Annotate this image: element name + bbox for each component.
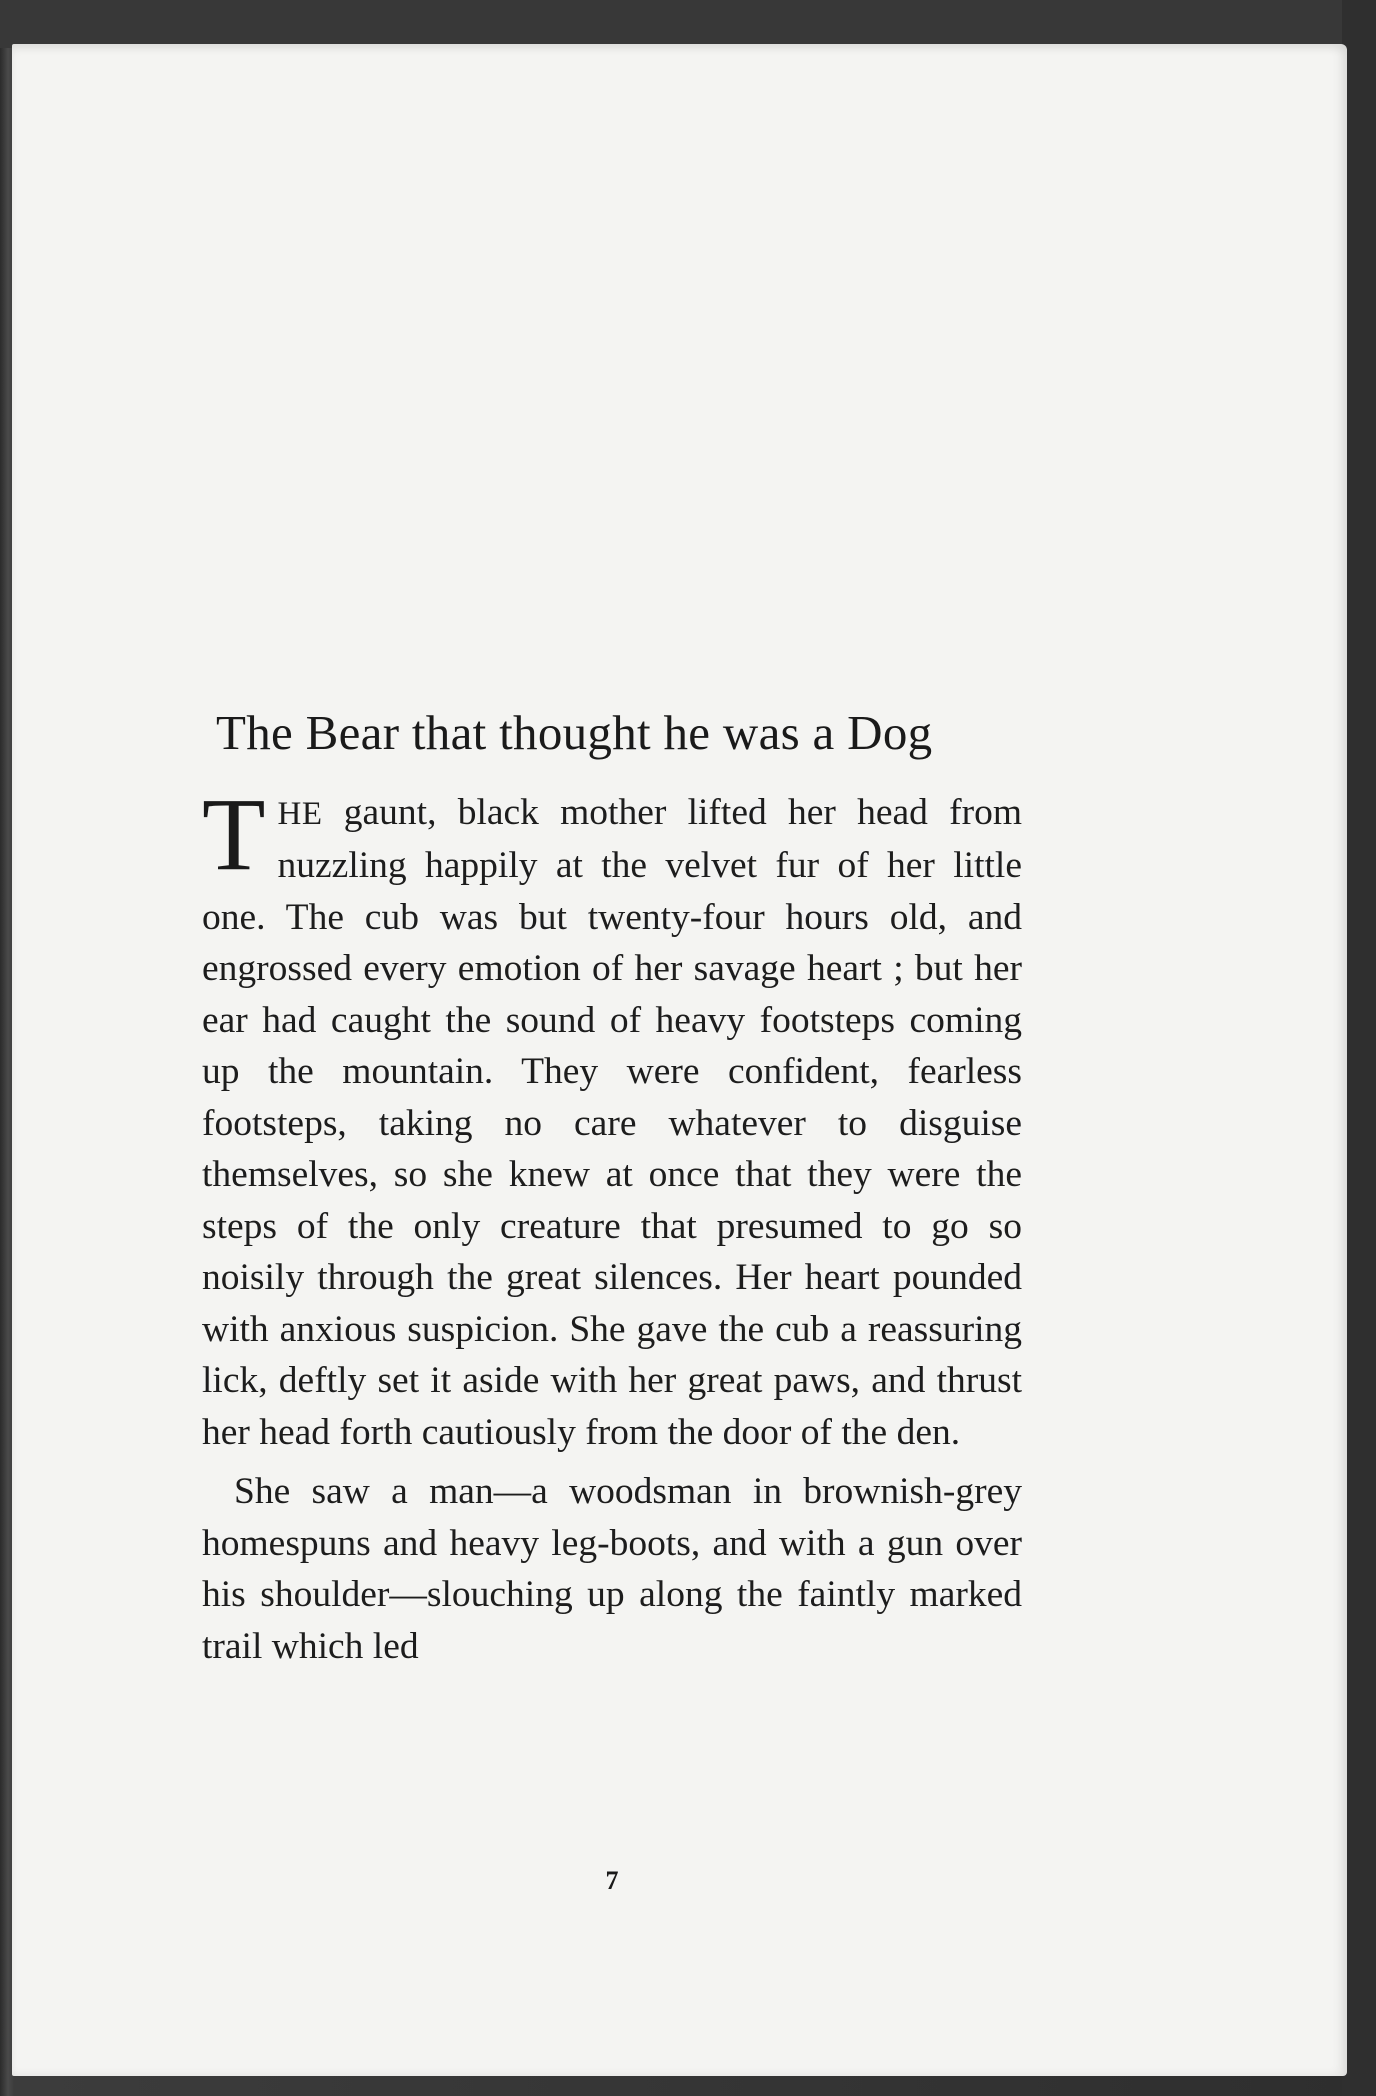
lead-in-small-caps: HE — [277, 795, 323, 832]
book-page — [12, 44, 1347, 2076]
scan-right-edge — [1342, 0, 1376, 2096]
drop-cap: T — [202, 776, 266, 892]
chapter-title: The Bear that thought he was a Dog — [216, 705, 933, 760]
paragraph-1-body: gaunt, black mother lifted her head from nuzzling happily at the velvet fur of her little one. The cub was but twenty-four hours old, and engrossed every emotion of her savage heart ; but her ear had caught the sound of heavy footsteps coming up the mountain. They were confident, fearless footsteps, taking no care whatever to disguise themselves, so she knew at once that they were the steps of the only creature that presumed to go so noisily through the great silences. Her heart pounded with anxious suspicion. She gave the cub a reassuring lick, deftly set it aside with her great paws, and thrust her head forth cautiously from the door of the den. — [202, 791, 1022, 1453]
page-number: 7 — [605, 1866, 619, 1895]
paragraph-2: She saw a man—a woodsman in brownish-grey homespuns and heavy leg-boots, and with a gun over his shoulder—slouching up along the faintly marked trail which led — [202, 1471, 1022, 1667]
text-block — [202, 704, 1022, 1672]
scan-top-edge — [0, 0, 1376, 48]
paragraph-1 — [202, 776, 1022, 1459]
